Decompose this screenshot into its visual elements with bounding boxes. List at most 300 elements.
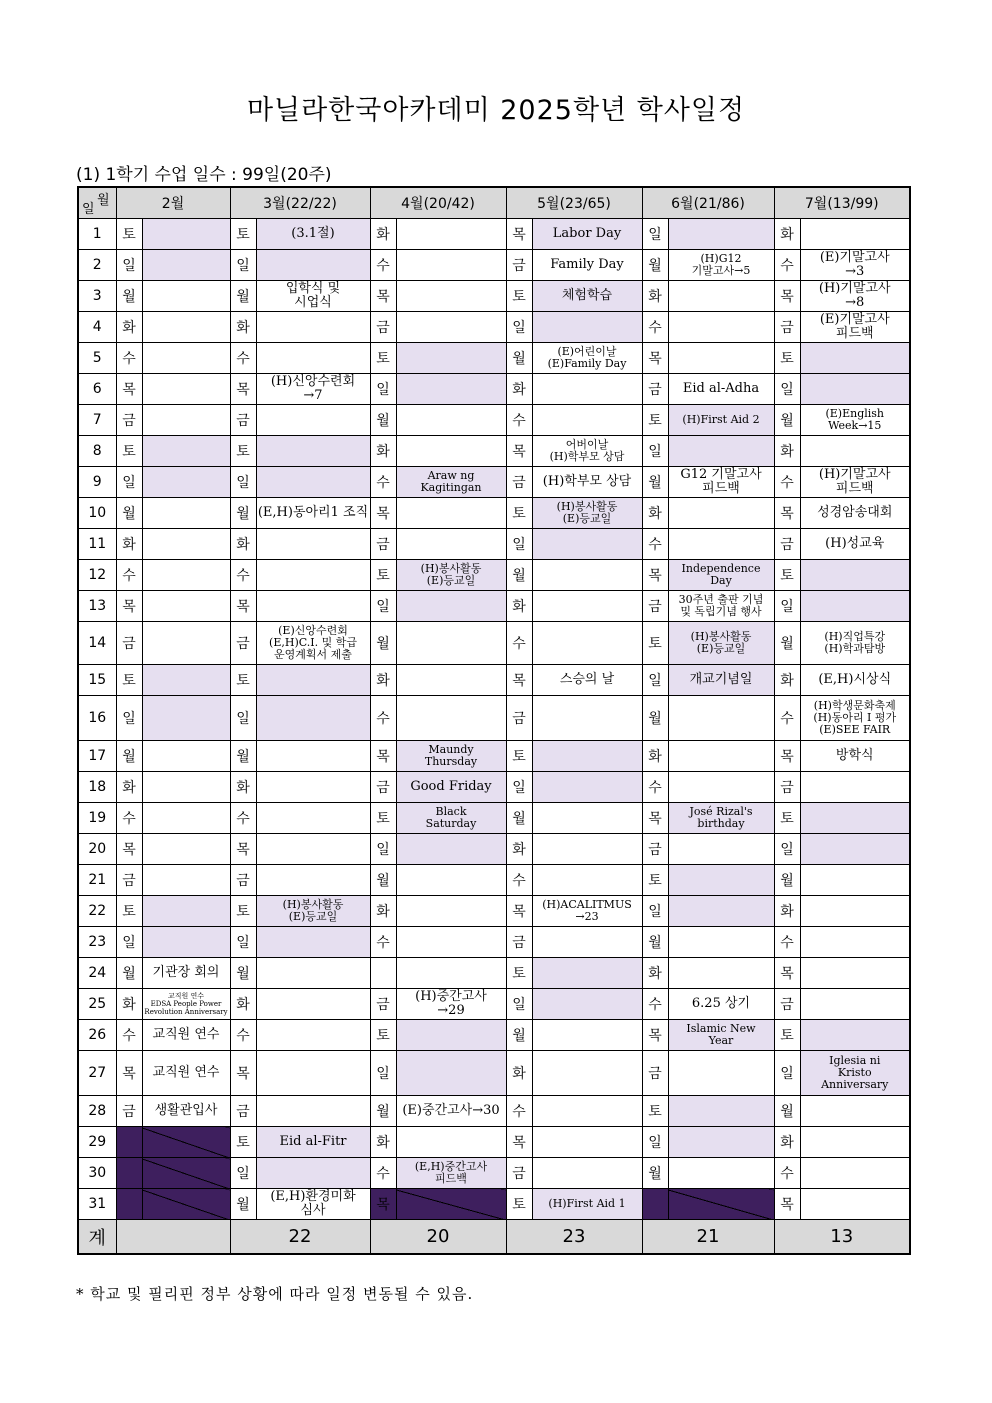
weekday-cell: 일	[370, 374, 396, 405]
weekday-cell: 금	[370, 529, 396, 560]
weekday-cell: 월	[642, 467, 668, 498]
event-cell	[142, 834, 230, 865]
day-row	[78, 467, 910, 498]
corner-day-label: 일	[82, 202, 95, 217]
weekday-cell: 목	[642, 1020, 668, 1051]
event-cell	[142, 927, 230, 958]
event-cell: Labor Day	[532, 219, 642, 250]
event-cell	[396, 1127, 506, 1158]
event-cell: 방학식	[800, 741, 910, 772]
weekday-cell: 월	[370, 405, 396, 436]
event-cell	[532, 560, 642, 591]
weekday-cell: 토	[774, 343, 800, 374]
weekday-cell: 화	[642, 281, 668, 312]
weekday-cell: 수	[116, 560, 142, 591]
event-cell: (H)봉사활동 (E)등교일	[668, 622, 774, 665]
event-cell: Eid al-Fitr	[256, 1127, 370, 1158]
event-cell	[532, 622, 642, 665]
weekday-cell: 화	[370, 436, 396, 467]
day-number: 4	[78, 312, 116, 343]
event-cell	[396, 529, 506, 560]
weekday-cell: 목	[642, 560, 668, 591]
weekday-cell: 목	[116, 1051, 142, 1096]
weekday-cell: 화	[774, 896, 800, 927]
weekday-cell: 화	[774, 665, 800, 696]
event-cell	[668, 1158, 774, 1189]
event-cell	[142, 281, 230, 312]
event-cell: (E)중간고사→30	[396, 1096, 506, 1127]
event-cell: 교직원 연수 EDSA People Power Revolution Anniversary	[142, 989, 230, 1020]
weekday-cell: 월	[506, 1020, 532, 1051]
event-cell	[800, 1158, 910, 1189]
weekday-cell: 화	[116, 772, 142, 803]
event-cell	[668, 343, 774, 374]
day-number: 6	[78, 374, 116, 405]
weekday-cell: 화	[506, 1051, 532, 1096]
weekday-cell: 수	[230, 343, 256, 374]
weekday-cell: 목	[370, 498, 396, 529]
weekday-cell: 수	[774, 250, 800, 281]
event-cell	[668, 1127, 774, 1158]
weekday-cell: 토	[506, 958, 532, 989]
event-cell	[800, 374, 910, 405]
weekday-cell: 토	[774, 560, 800, 591]
event-cell	[142, 560, 230, 591]
event-cell	[396, 250, 506, 281]
weekday-cell: 목	[642, 803, 668, 834]
event-cell: (E,H)중간고사 피드백	[396, 1158, 506, 1189]
day-number: 19	[78, 803, 116, 834]
event-cell: (H)봉사활동 (E)등교일	[532, 498, 642, 529]
event-cell	[532, 772, 642, 803]
event-cell	[256, 927, 370, 958]
event-cell	[668, 1189, 774, 1220]
day-row	[78, 529, 910, 560]
event-cell	[668, 498, 774, 529]
event-cell	[256, 865, 370, 896]
weekday-cell: 목	[774, 281, 800, 312]
day-number: 27	[78, 1051, 116, 1096]
event-cell: (E)어린이날 (E)Family Day	[532, 343, 642, 374]
event-cell	[532, 529, 642, 560]
event-cell	[800, 1127, 910, 1158]
weekday-cell: 월	[370, 1096, 396, 1127]
total-value	[116, 1220, 230, 1255]
event-cell	[142, 622, 230, 665]
event-cell	[256, 343, 370, 374]
event-cell: (H)G12 기말고사→5	[668, 250, 774, 281]
event-cell	[800, 591, 910, 622]
weekday-cell: 수	[116, 803, 142, 834]
event-cell	[396, 1189, 506, 1220]
weekday-cell	[116, 1189, 142, 1220]
event-cell: Maundy Thursday	[396, 741, 506, 772]
weekday-cell: 화	[506, 834, 532, 865]
event-cell: 교직원 연수	[142, 1020, 230, 1051]
event-cell	[800, 834, 910, 865]
weekday-cell: 일	[230, 250, 256, 281]
weekday-cell: 토	[506, 741, 532, 772]
day-number: 1	[78, 219, 116, 250]
weekday-cell: 화	[116, 989, 142, 1020]
weekday-cell: 월	[116, 498, 142, 529]
weekday-cell: 금	[370, 312, 396, 343]
weekday-cell: 월	[506, 560, 532, 591]
weekday-cell: 화	[506, 591, 532, 622]
event-cell	[396, 1020, 506, 1051]
weekday-cell: 월	[230, 741, 256, 772]
day-number: 13	[78, 591, 116, 622]
weekday-cell: 수	[370, 1158, 396, 1189]
weekday-cell: 화	[370, 665, 396, 696]
event-cell	[256, 405, 370, 436]
weekday-cell: 토	[506, 1189, 532, 1220]
weekday-cell: 화	[230, 529, 256, 560]
weekday-cell: 토	[642, 1096, 668, 1127]
day-row	[78, 696, 910, 741]
weekday-cell: 토	[370, 1020, 396, 1051]
weekday-cell: 일	[116, 927, 142, 958]
event-cell	[668, 834, 774, 865]
event-cell	[668, 1051, 774, 1096]
weekday-cell: 목	[116, 834, 142, 865]
total-value: 23	[506, 1220, 642, 1255]
event-cell	[532, 374, 642, 405]
day-number: 3	[78, 281, 116, 312]
day-number: 29	[78, 1127, 116, 1158]
weekday-cell: 수	[230, 560, 256, 591]
corner-month-label: 월	[96, 193, 110, 208]
weekday-cell: 금	[230, 865, 256, 896]
weekday-cell: 화	[642, 498, 668, 529]
weekday-cell: 금	[116, 1096, 142, 1127]
weekday-cell: 토	[230, 1127, 256, 1158]
event-cell: 스승의 날	[532, 665, 642, 696]
weekday-cell: 월	[774, 1096, 800, 1127]
event-cell: (E,H)시상식	[800, 665, 910, 696]
event-cell: José Rizal's birthday	[668, 803, 774, 834]
event-cell	[532, 1158, 642, 1189]
weekday-cell: 일	[370, 591, 396, 622]
weekday-cell: 금	[370, 772, 396, 803]
event-cell: (H)중간고사 →29	[396, 989, 506, 1020]
day-number: 18	[78, 772, 116, 803]
day-number: 17	[78, 741, 116, 772]
day-row	[78, 591, 910, 622]
weekday-cell: 목	[230, 591, 256, 622]
weekday-cell: 목	[642, 343, 668, 374]
weekday-cell: 수	[642, 772, 668, 803]
event-cell: (H)신앙수련회 →7	[256, 374, 370, 405]
weekday-cell: 화	[642, 741, 668, 772]
day-row	[78, 803, 910, 834]
event-cell	[532, 989, 642, 1020]
event-cell: 교직원 연수	[142, 1051, 230, 1096]
day-number: 9	[78, 467, 116, 498]
event-cell	[142, 865, 230, 896]
event-cell	[800, 958, 910, 989]
event-cell	[532, 803, 642, 834]
weekday-cell: 토	[230, 896, 256, 927]
weekday-cell: 목	[506, 896, 532, 927]
event-cell	[256, 250, 370, 281]
weekday-cell: 화	[774, 219, 800, 250]
day-row	[78, 219, 910, 250]
weekday-cell	[642, 1189, 668, 1220]
event-cell	[396, 374, 506, 405]
event-cell	[396, 591, 506, 622]
event-cell: (H)기말고사 →8	[800, 281, 910, 312]
event-cell	[142, 1189, 230, 1220]
weekday-cell: 수	[774, 696, 800, 741]
academic-calendar-table	[77, 186, 911, 1255]
day-number: 30	[78, 1158, 116, 1189]
weekday-cell: 수	[506, 622, 532, 665]
event-cell	[142, 498, 230, 529]
weekday-cell: 수	[370, 250, 396, 281]
event-cell	[668, 219, 774, 250]
day-number: 5	[78, 343, 116, 374]
event-cell: (H)성교육	[800, 529, 910, 560]
weekday-cell: 토	[774, 803, 800, 834]
weekday-cell: 목	[230, 834, 256, 865]
weekday-cell: 금	[642, 1051, 668, 1096]
weekday-cell: 금	[506, 927, 532, 958]
event-cell	[396, 622, 506, 665]
day-number: 8	[78, 436, 116, 467]
event-cell: Iglesia ni Kristo Anniversary	[800, 1051, 910, 1096]
event-cell: (E)신앙수련회 (E,H)C.I. 및 학급 운영계획서 제출	[256, 622, 370, 665]
event-cell: (H)ACALITMUS →23	[532, 896, 642, 927]
event-cell	[142, 741, 230, 772]
weekday-cell: 월	[774, 865, 800, 896]
event-cell	[800, 1020, 910, 1051]
weekday-cell	[116, 1158, 142, 1189]
event-cell	[256, 1020, 370, 1051]
weekday-cell: 일	[116, 696, 142, 741]
weekday-cell: 화	[230, 989, 256, 1020]
day-number: 2	[78, 250, 116, 281]
weekday-cell: 토	[642, 405, 668, 436]
day-row	[78, 1096, 910, 1127]
event-cell: 기관장 회의	[142, 958, 230, 989]
weekday-cell: 화	[506, 374, 532, 405]
weekday-cell: 월	[774, 405, 800, 436]
event-cell	[668, 1096, 774, 1127]
weekday-cell: 수	[116, 1020, 142, 1051]
weekday-cell: 월	[370, 865, 396, 896]
event-cell	[668, 741, 774, 772]
event-cell	[668, 958, 774, 989]
event-cell: 어버이날 (H)학부모 상담	[532, 436, 642, 467]
event-cell	[532, 1127, 642, 1158]
event-cell	[142, 896, 230, 927]
event-cell	[800, 865, 910, 896]
weekday-cell: 금	[506, 467, 532, 498]
day-row	[78, 772, 910, 803]
weekday-cell: 목	[116, 591, 142, 622]
weekday-cell: 토	[116, 665, 142, 696]
event-cell	[668, 529, 774, 560]
weekday-cell: 금	[370, 989, 396, 1020]
weekday-cell: 목	[230, 374, 256, 405]
event-cell	[142, 250, 230, 281]
weekday-cell: 일	[642, 219, 668, 250]
weekday-cell: 금	[774, 772, 800, 803]
weekday-cell: 금	[774, 529, 800, 560]
semester-summary: (1) 1학기 수업 일수 : 99일(20주)	[76, 165, 332, 185]
weekday-cell: 수	[506, 405, 532, 436]
weekday-cell: 수	[230, 1020, 256, 1051]
weekday-cell: 일	[230, 1158, 256, 1189]
weekday-cell: 수	[116, 343, 142, 374]
weekday-cell: 토	[506, 281, 532, 312]
event-cell: G12 기말고사 피드백	[668, 467, 774, 498]
weekday-cell: 금	[774, 312, 800, 343]
weekday-cell: 수	[506, 1096, 532, 1127]
weekday-cell: 금	[506, 250, 532, 281]
event-cell	[532, 1020, 642, 1051]
weekday-cell: 수	[370, 467, 396, 498]
weekday-cell: 화	[774, 1127, 800, 1158]
day-row	[78, 622, 910, 665]
event-cell	[800, 436, 910, 467]
day-number: 14	[78, 622, 116, 665]
event-cell	[142, 665, 230, 696]
event-cell: Family Day	[532, 250, 642, 281]
weekday-cell: 일	[230, 927, 256, 958]
event-cell	[256, 958, 370, 989]
month-header: 2월	[116, 187, 230, 219]
weekday-cell: 화	[774, 436, 800, 467]
weekday-cell: 목	[506, 1127, 532, 1158]
weekday-cell: 일	[230, 467, 256, 498]
event-cell	[532, 1051, 642, 1096]
event-cell	[532, 834, 642, 865]
event-cell	[256, 529, 370, 560]
event-cell: (H)봉사활동 (E)등교일	[256, 896, 370, 927]
weekday-cell: 토	[230, 436, 256, 467]
event-cell	[142, 467, 230, 498]
day-row	[78, 436, 910, 467]
weekday-cell: 월	[642, 250, 668, 281]
weekday-cell: 월	[230, 958, 256, 989]
weekday-cell: 목	[370, 1189, 396, 1220]
weekday-cell: 수	[774, 467, 800, 498]
weekday-cell: 월	[230, 281, 256, 312]
event-cell	[256, 834, 370, 865]
event-cell	[256, 467, 370, 498]
event-cell	[800, 927, 910, 958]
event-cell	[256, 803, 370, 834]
event-cell	[396, 1051, 506, 1096]
event-cell	[142, 405, 230, 436]
weekday-cell: 일	[370, 834, 396, 865]
weekday-cell: 화	[642, 958, 668, 989]
event-cell	[532, 927, 642, 958]
event-cell: (H)First Aid 1	[532, 1189, 642, 1220]
day-number: 7	[78, 405, 116, 436]
weekday-cell: 화	[370, 896, 396, 927]
weekday-cell: 일	[774, 1051, 800, 1096]
event-cell	[800, 896, 910, 927]
day-row	[78, 665, 910, 696]
event-cell	[532, 591, 642, 622]
event-cell	[532, 405, 642, 436]
weekday-cell: 금	[642, 374, 668, 405]
month-header: 4월(20/42)	[370, 187, 506, 219]
weekday-cell: 목	[370, 741, 396, 772]
weekday-cell: 목	[506, 436, 532, 467]
weekday-cell: 수	[774, 927, 800, 958]
event-cell: 개교기념일	[668, 665, 774, 696]
event-cell	[256, 741, 370, 772]
event-cell	[800, 989, 910, 1020]
day-row	[78, 312, 910, 343]
event-cell	[396, 498, 506, 529]
event-cell: (E)기말고사 →3	[800, 250, 910, 281]
event-cell	[668, 865, 774, 896]
day-row	[78, 343, 910, 374]
weekday-cell: 토	[370, 803, 396, 834]
weekday-cell: 수	[642, 312, 668, 343]
total-value: 20	[370, 1220, 506, 1255]
weekday-cell: 화	[116, 529, 142, 560]
event-cell: (H)학생문화축제 (H)동아리 I 평가 (E)SEE FAIR	[800, 696, 910, 741]
event-cell	[142, 772, 230, 803]
day-row	[78, 281, 910, 312]
weekday-cell	[116, 1127, 142, 1158]
event-cell	[142, 343, 230, 374]
day-number: 12	[78, 560, 116, 591]
event-cell	[668, 436, 774, 467]
event-cell	[396, 958, 506, 989]
event-cell	[142, 436, 230, 467]
day-row	[78, 498, 910, 529]
weekday-cell: 일	[230, 696, 256, 741]
weekday-cell: 수	[506, 865, 532, 896]
weekday-cell: 월	[116, 281, 142, 312]
event-cell: 체험학습	[532, 281, 642, 312]
event-cell	[142, 696, 230, 741]
weekday-cell: 화	[370, 219, 396, 250]
weekday-cell: 금	[116, 622, 142, 665]
event-cell	[256, 312, 370, 343]
weekday-cell: 토	[230, 665, 256, 696]
weekday-cell: 금	[230, 405, 256, 436]
event-cell	[800, 772, 910, 803]
weekday-cell: 월	[230, 1189, 256, 1220]
weekday-cell: 금	[116, 405, 142, 436]
weekday-cell: 토	[370, 343, 396, 374]
weekday-cell	[370, 958, 396, 989]
weekday-cell: 월	[506, 803, 532, 834]
event-cell	[668, 772, 774, 803]
total-value: 21	[642, 1220, 774, 1255]
event-cell: 입학식 및 시업식	[256, 281, 370, 312]
day-row	[78, 405, 910, 436]
event-cell	[532, 958, 642, 989]
day-row	[78, 1020, 910, 1051]
event-cell	[800, 1096, 910, 1127]
event-cell	[142, 1158, 230, 1189]
event-cell	[668, 281, 774, 312]
weekday-cell: 토	[116, 436, 142, 467]
footnote: * 학교 및 필리핀 정부 상황에 따라 일정 변동될 수 있음.	[76, 1285, 474, 1303]
weekday-cell: 목	[506, 219, 532, 250]
event-cell	[668, 312, 774, 343]
weekday-cell: 금	[116, 865, 142, 896]
